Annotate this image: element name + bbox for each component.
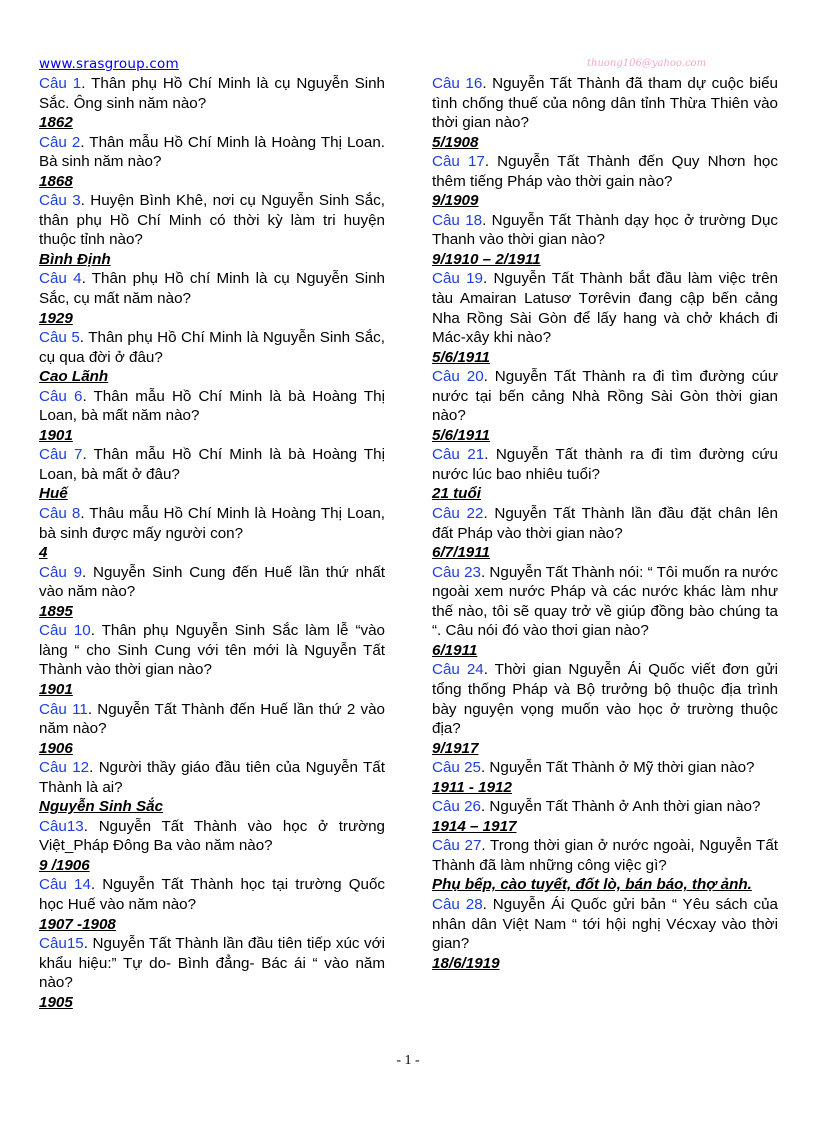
question bbox=[39, 875, 385, 914]
question-number: Câu 23 bbox=[432, 563, 481, 581]
question bbox=[39, 817, 385, 856]
answer: 6/7/1911 bbox=[432, 544, 490, 562]
question-number: Câu 27 bbox=[432, 837, 482, 855]
question-text: . Nguyễn Tất Thành nói: “ Tôi muốn ra nước ngoài xem nước Pháp và các nước khác làm như thế nào, tôi sẽ quay trở về giúp đồng bào chúng ta “. Câu nói đó vào thơi gian nào? bbox=[432, 563, 779, 640]
question bbox=[432, 563, 778, 641]
question bbox=[39, 758, 385, 797]
answer: 4 bbox=[39, 544, 48, 562]
answer: 1929 bbox=[39, 309, 73, 327]
answer: 9 /1906 bbox=[39, 856, 90, 874]
question bbox=[39, 387, 385, 426]
question-number: Câu 9 bbox=[39, 563, 83, 581]
question bbox=[39, 133, 385, 172]
answer: 1907 -1908 bbox=[39, 915, 116, 933]
question-number: Câu 6 bbox=[39, 387, 83, 405]
question bbox=[39, 445, 385, 484]
question bbox=[39, 191, 385, 250]
question-text: . Nguyễn Tất Thành lần đầu đặt chân lên đất Pháp vào thời gian nào? bbox=[432, 505, 778, 542]
answer: Phụ bếp, cào tuyết, đốt lò, bán báo, thợ ảnh. bbox=[432, 876, 752, 894]
answer: 5/1908 bbox=[432, 133, 479, 151]
question bbox=[432, 895, 778, 954]
question-text: . Nguyễn Tất Thành học tại trường Quốc học Huế vào năm nào? bbox=[39, 876, 385, 913]
answer: 18/6/1919 bbox=[432, 954, 500, 972]
question-text: . Nguyễn Sinh Cung đến Huế lần thứ nhất vào năm nào? bbox=[39, 563, 386, 601]
answer: 6/1911 bbox=[432, 641, 478, 659]
question-number: Câu 1 bbox=[39, 75, 82, 92]
question-text: . Nguyễn Tất Thành đã tham dự cuộc biểu tình chống thuế của nông dân tỉnh Thừa Thiên vào thời gian nào? bbox=[432, 75, 778, 132]
question-text: . Nguyễn Tất Thành dạy học ở trường Dục Thanh vào thời gian nào? bbox=[432, 211, 778, 249]
question-text: . Nguyễn Tất Thành ra đi tìm đường cúư nước tại bến cảng Nhà Rồng Sài Gòn thời gian nào? bbox=[432, 368, 778, 425]
answer: 1901 bbox=[39, 680, 73, 698]
question-text: . Nguyễn Tất Thành ở Anh thời gian nào? bbox=[480, 798, 761, 816]
question bbox=[432, 269, 778, 347]
question-number: Câu 19 bbox=[432, 270, 483, 288]
question bbox=[39, 504, 385, 543]
question-number: Câu 25 bbox=[432, 759, 481, 777]
question bbox=[432, 660, 778, 738]
question-text: . Nguyễn Tất Thành ở Mỹ thời gian nào? bbox=[480, 759, 755, 777]
question-number: Câu 21 bbox=[432, 446, 485, 464]
question-number: Câu 12 bbox=[39, 759, 90, 777]
question-text: . Thời gian Nguyễn Ái Quốc viết đơn gửi tổng thống Pháp và Bộ trưởng bộ thuộc địa trình bày nguyện vọng muốn vào học ở trường thuộc địa? bbox=[432, 661, 778, 738]
question-number: Câu 8 bbox=[39, 505, 81, 523]
question-text: . Thân mẫu Hồ Chí Minh là bà Hoàng Thị Loan, bà mất ở đâu? bbox=[39, 446, 386, 483]
question-text: . Nguyễn Tất Thành đến Quy Nhơn học thêm tiếng Pháp vào thời gain nào? bbox=[432, 153, 778, 190]
question-number: Câu 14 bbox=[39, 876, 91, 894]
question-number: Câu 2 bbox=[39, 133, 81, 151]
question-text: . Nguyễn Tất Thành lần đầu tiên tiếp xúc với khẩu hiệu:” Tự do- Bình đẳng- Bác ái “ vào năm nào? bbox=[39, 935, 385, 992]
answer: 1906 bbox=[39, 739, 73, 757]
question-number: Câu 7 bbox=[39, 446, 83, 464]
question bbox=[432, 758, 778, 778]
answer: Bình Định bbox=[39, 250, 111, 268]
answer: 21 tuổi bbox=[432, 485, 481, 503]
question-number: Câu 18 bbox=[432, 211, 483, 229]
answer: 1914 – 1917 bbox=[432, 817, 517, 835]
answer: 5/6/1911 bbox=[432, 426, 490, 444]
question bbox=[39, 563, 385, 602]
question-text: . Thâu mẫu Hồ Chí Minh là Hoàng Thị Loan, bà sinh được mấy người con? bbox=[39, 505, 385, 542]
question bbox=[432, 504, 778, 543]
question bbox=[39, 621, 385, 680]
question-number: Câu15 bbox=[39, 935, 84, 953]
answer: 1905 bbox=[39, 993, 73, 1011]
answer: 5/6/1911 bbox=[432, 348, 490, 366]
answer: 1868 bbox=[39, 172, 73, 190]
question-number: Câu 28 bbox=[432, 895, 483, 913]
question-text: . Thân phụ Hồ Chí Minh là Nguyễn Sinh Sắc, cụ qua đời ở đâu? bbox=[39, 329, 385, 366]
answer: Nguyễn Sinh Sắc bbox=[39, 798, 164, 816]
question-text: . Nguyễn Ái Quốc gửi bản “ Yêu sách của nhân dân Việt Nam “ tới hội nghị Vécxay vào thời gian? bbox=[432, 895, 778, 953]
question bbox=[432, 797, 778, 817]
question-text: . Nguyễn Tất Thành vào học ở trường Việt_Pháp Đông Ba vào năm nào? bbox=[39, 817, 385, 855]
question bbox=[39, 269, 385, 308]
question-text: . Thân mẫu Hồ Chí Minh là Hoàng Thị Loan. Bà sinh năm nào? bbox=[39, 133, 385, 171]
question bbox=[432, 152, 778, 191]
question-text: . Nguyễn Tất Thành bắt đầu làm việc trên tàu Amairan Latusơ Tơrêvin đang cập bến cảng Nha Rồng Sài Gòn để lấy hang và chở khách đi Mác-xây khi nào? bbox=[432, 270, 778, 347]
answer: 9/1910 – 2/1911 bbox=[432, 250, 541, 268]
question-number: Câu13 bbox=[39, 817, 84, 835]
question bbox=[39, 74, 385, 113]
answer: Huế bbox=[39, 485, 68, 503]
question-text: . Thân mẫu Hồ Chí Minh là bà Hoàng Thị Loan, bà mất năm nào? bbox=[39, 387, 386, 425]
question-text: . Thân phụ Hồ chí Minh là cụ Nguyễn Sinh Sắc, cụ mất năm nào? bbox=[39, 270, 386, 308]
answer: Cao Lãnh bbox=[39, 368, 109, 386]
question-number: Câu 5 bbox=[39, 329, 80, 347]
question-number: Câu 4 bbox=[39, 270, 82, 288]
question-number: Câu 10 bbox=[39, 622, 91, 640]
question bbox=[39, 934, 385, 993]
question-text: . Huyện Bình Khê, nơi cụ Nguyễn Sinh Sắc, thân phụ Hồ Chí Minh có thời kỳ làm tri huyện thuộc tỉnh nào? bbox=[39, 192, 385, 249]
answer: 1862 bbox=[39, 114, 73, 132]
right-column bbox=[432, 74, 778, 973]
question-text: . Nguyễn Tất thành ra đi tìm đường cứu nước lúc bao nhiêu tuổi? bbox=[432, 446, 778, 483]
question-number: Câu 3 bbox=[39, 192, 81, 210]
page-number: - 1 - bbox=[396, 1053, 420, 1068]
email-watermark: thuong106@yahoo.com bbox=[587, 58, 707, 69]
question-text: . Người thầy giáo đầu tiên của Nguyễn Tất Thành là ai? bbox=[39, 759, 385, 796]
question bbox=[432, 74, 778, 133]
question-number: Câu 26 bbox=[432, 798, 481, 816]
question-number: Câu 22 bbox=[432, 505, 484, 523]
left-column bbox=[39, 74, 385, 1012]
answer: 9/1909 bbox=[432, 192, 479, 210]
question-number: Câu 16 bbox=[432, 75, 483, 92]
answer: 9/1917 bbox=[432, 739, 479, 757]
answer: 1901 bbox=[39, 426, 73, 444]
question bbox=[432, 367, 778, 426]
site-link[interactable]: www.srasgroup.com bbox=[39, 56, 179, 72]
question bbox=[432, 445, 778, 484]
answer: 1911 - 1912 bbox=[432, 778, 512, 796]
question bbox=[432, 211, 778, 250]
question-text: . Trong thời gian ở nước ngoài, Nguyễn Tất Thành đã làm những công việc gì? bbox=[432, 837, 778, 874]
question-text: . Thân phụ Nguyễn Sinh Sắc làm lễ “vào làng “ cho Sinh Cung với tên mới là Nguyễn Tất Thành vào thời gian nào? bbox=[39, 622, 385, 679]
question bbox=[432, 836, 778, 875]
question bbox=[39, 700, 385, 739]
answer: 1895 bbox=[39, 602, 73, 620]
question-number: Câu 17 bbox=[432, 153, 485, 171]
question-number: Câu 11 bbox=[39, 700, 88, 718]
question-text: . Nguyễn Tất Thành đến Huế lần thứ 2 vào năm nào? bbox=[39, 700, 385, 738]
question-number: Câu 24 bbox=[432, 661, 484, 679]
question-number: Câu 20 bbox=[432, 368, 484, 386]
question bbox=[39, 328, 385, 367]
question-text: . Thân phụ Hồ Chí Minh là cụ Nguyễn Sinh Sắc. Ông sinh năm nào? bbox=[39, 75, 385, 112]
